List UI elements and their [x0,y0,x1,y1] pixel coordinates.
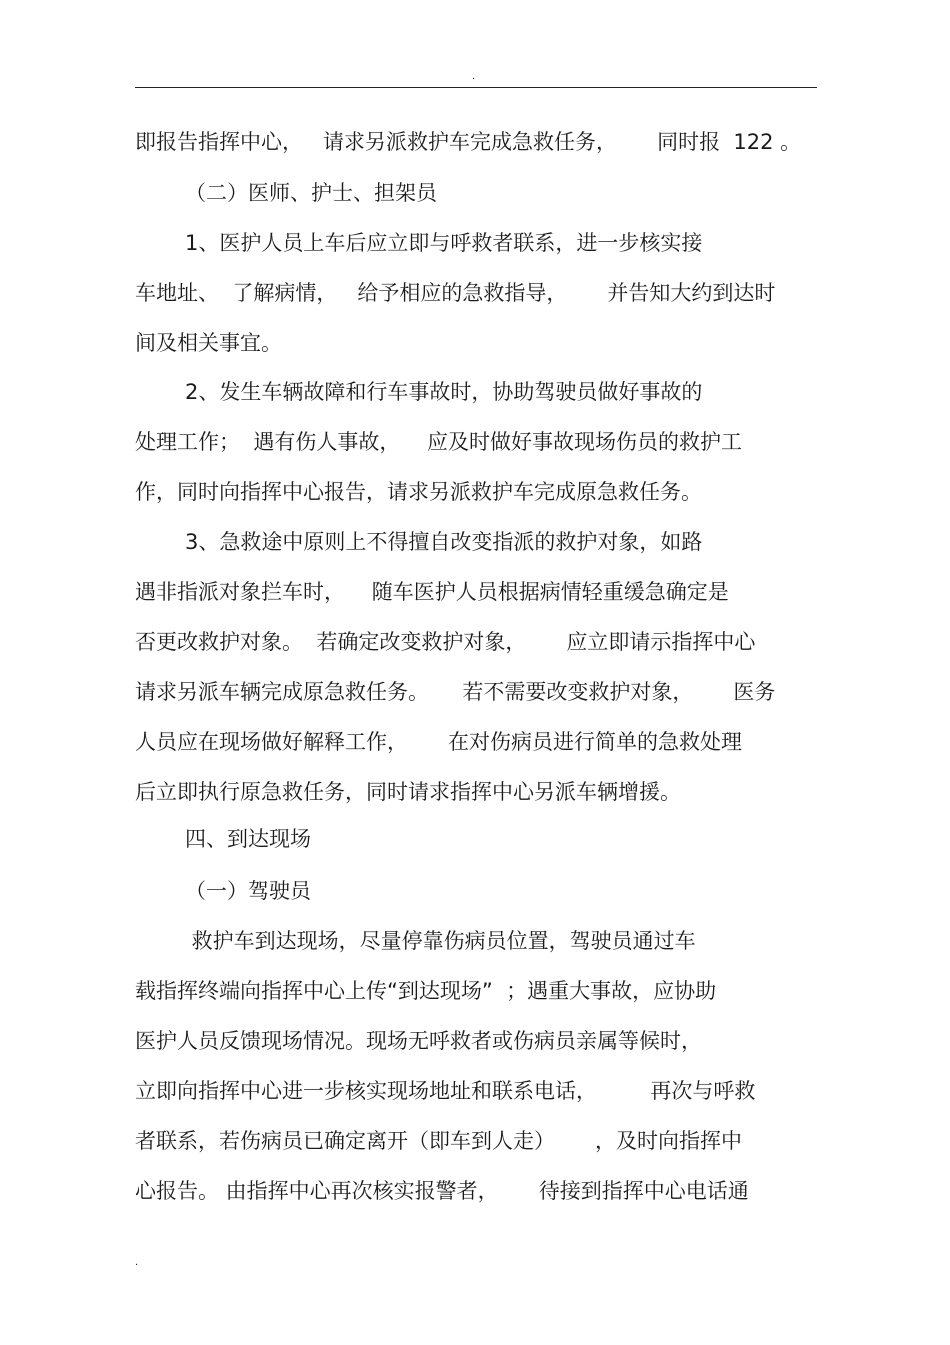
section-heading: 四、到达现场 [185,827,311,851]
text-line: 1、医护人员上车后应立即与呼救者联系，进一步核实接 [185,231,703,255]
text-line: 后立即执行原急救任务，同时请求指挥中心另派车辆增援。 [135,780,681,804]
text-line: 处理工作； 遇有伤人事故， 应及时做好事故现场伤员的救护工 [135,430,743,454]
text-line: 即报告指挥中心， 请求另派救护车完成急救任务， 同时报 122 。 [135,130,802,154]
text-line: 2、发生车辆故障和行车事故时，协助驾驶员做好事故的 [185,380,703,404]
text-line: 遇非指派对象拦车时， 随车医护人员根据病情轻重缓急确定是 [135,580,729,604]
text-line: 车地址、 了解病情， 给予相应的急救指导， 并告知大约到达时 [135,281,776,305]
text-line: 作，同时向指挥中心报告，请求另派救护车完成原急救任务。 [135,480,702,504]
section-heading: （一）驾驶员 [185,879,311,903]
footer-dot: . [135,1257,139,1268]
text-line: 者联系，若伤病员已确定离开（即车到人走） ，及时向指挥中 [135,1129,743,1153]
header-rule [135,87,817,88]
text-line: 否更改救护对象。 若确定改变救护对象， 应立即请示指挥中心 [135,630,756,654]
text-line: 救护车到达现场，尽量停靠伤病员位置，驾驶员通过车 [185,929,696,953]
text-line: 医护人员反馈现场情况。现场无呼救者或伤病员亲属等候时， [135,1029,702,1053]
header-dot: . [472,71,476,82]
text-line: 人员应在现场做好解释工作， 在对伤病员进行简单的急救处理 [135,730,743,754]
text-line: 间及相关事宜。 [135,331,282,355]
text-line: 载指挥终端向指挥中心上传“到达现场” ；遇重大事故，应协助 [135,979,717,1003]
text-line: 请求另派车辆完成原急救任务。 若不需要改变救护对象， 医务 [135,680,776,704]
text-line: 心报告。 由指挥中心再次核实报警者， 待接到指挥中心电话通 [135,1179,749,1203]
section-heading: （二）医师、护士、担架员 [185,181,437,205]
text-line: 立即向指挥中心进一步核实现场地址和联系电话， 再次与呼救 [135,1079,756,1103]
text-line: 3、急救途中原则上不得擅自改变指派的救护对象，如路 [185,530,703,554]
